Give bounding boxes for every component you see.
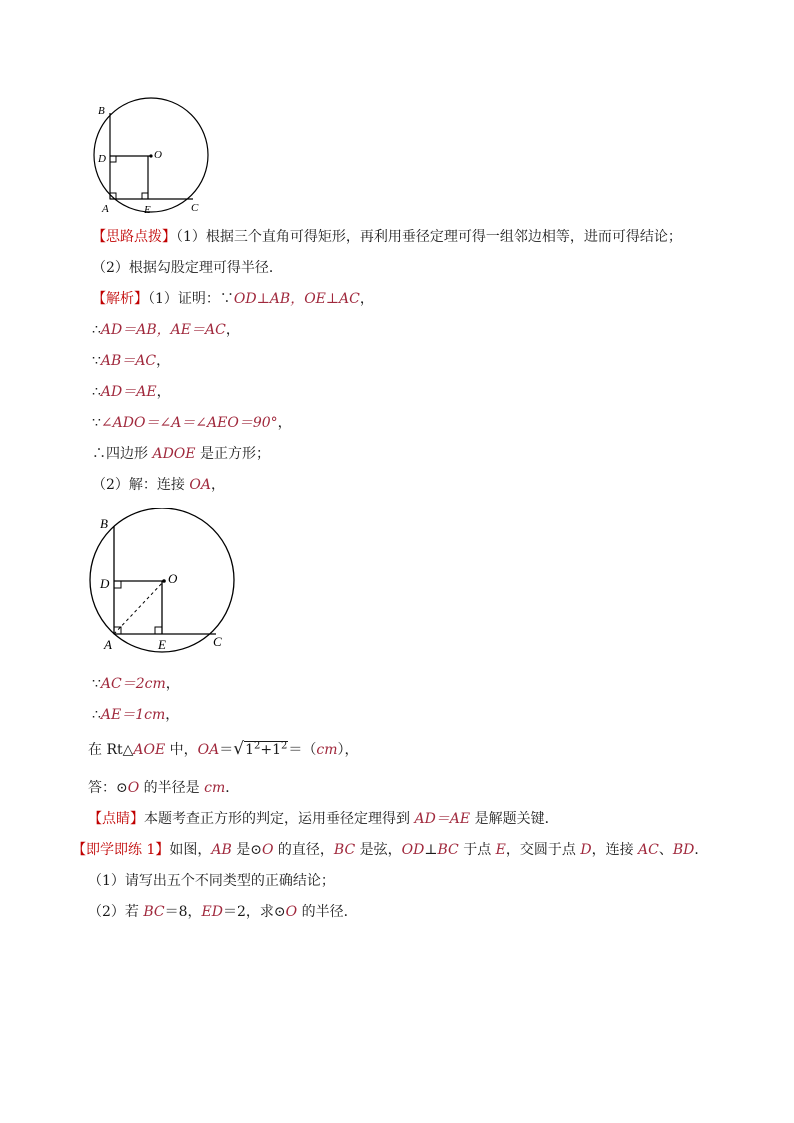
q2-t3: 的半径． <box>297 904 358 920</box>
s9-sym: ∴ <box>92 707 101 723</box>
ex-m5: BC <box>437 842 459 858</box>
s5-math: ∠ADO＝∠A＝∠AEO＝90° <box>100 415 278 431</box>
label-e: E <box>158 637 166 652</box>
exercise-line <box>72 841 708 859</box>
ex-t5: ⊥ <box>424 842 438 858</box>
ex-m9: BD <box>672 842 695 858</box>
comment-math: AD＝AE <box>414 811 471 827</box>
label-a: A <box>104 637 112 652</box>
q2-pre: （2）若 <box>88 904 144 920</box>
s7-end: ， <box>210 477 225 493</box>
label-c: C <box>213 634 222 649</box>
answer-line <box>88 779 239 797</box>
ex-m2: O <box>261 842 274 858</box>
s10-eq: ＝ <box>219 742 234 758</box>
radicand-exp-2: 2 <box>281 740 288 752</box>
ex-t2: 是⊙ <box>231 842 262 858</box>
s5-sym: ∵ <box>92 415 101 431</box>
s10-oa: OA <box>197 742 220 758</box>
ex-t7: ，交圆于点 <box>505 842 581 858</box>
geometry-figure-1 <box>85 95 220 220</box>
q2-m2: ED <box>201 904 223 920</box>
s2-math: AD＝AB，AE＝AC <box>100 322 226 338</box>
hint-line-1 <box>92 228 682 246</box>
solution-line-7 <box>92 476 225 494</box>
q2-t2: ＝2，求⊙ <box>223 904 286 920</box>
s10-tri: AOE <box>133 742 166 758</box>
s10-close: ）， <box>337 742 359 758</box>
s10-after: ＝（ <box>288 742 317 758</box>
s1-math: OD⊥AB，OE⊥AC <box>233 291 360 307</box>
radicand-base-1: 1 <box>245 742 255 758</box>
exercise-question-1 <box>88 872 335 890</box>
solution-line-5 <box>92 414 292 432</box>
q2-m1: BC <box>143 904 165 920</box>
ex-t1: 如图， <box>169 842 212 858</box>
ex-m8: AC <box>638 842 659 858</box>
right-angle-d <box>114 581 121 588</box>
ans-o: O <box>127 780 140 796</box>
s10-pre: 在 Rt△ <box>88 742 134 758</box>
hint-text-2: （2）根据勾股定理可得半径． <box>92 260 283 276</box>
segment-oa-dashed <box>114 581 164 634</box>
ans-end: ． <box>225 780 240 796</box>
ex-m6: E <box>495 842 506 858</box>
s2-sym: ∴ <box>92 322 101 338</box>
hint-tag: 【思路点拨】 <box>92 229 176 245</box>
s7-text: （2）解：连接 <box>92 477 190 493</box>
label-o: O <box>168 571 178 586</box>
q2-m3: O <box>285 904 298 920</box>
hint-line-2 <box>92 259 283 277</box>
ex-m4: OD <box>401 842 425 858</box>
s2-end: ， <box>225 322 240 338</box>
comment-tag: 【点睛】 <box>88 811 144 827</box>
ex-t6: 于点 <box>458 842 496 858</box>
solution-line-4 <box>92 383 171 401</box>
ans-pre: 答：⊙ <box>88 780 128 796</box>
label-a: A <box>102 203 109 215</box>
radical-sign: √ <box>233 739 245 759</box>
q2-t1: ＝8， <box>164 904 202 920</box>
s6-post: 是正方形； <box>195 446 270 462</box>
ex-m7: D <box>580 842 592 858</box>
s6-math: ADOE <box>152 446 196 462</box>
solution-line-10 <box>88 740 359 759</box>
s8-sym: ∵ <box>92 676 101 692</box>
s5-end: ， <box>277 415 292 431</box>
label-d: D <box>100 576 110 591</box>
label-b: B <box>100 516 108 531</box>
label-o: O <box>154 149 162 161</box>
s4-end: ， <box>156 384 171 400</box>
solution-line-6 <box>92 445 270 463</box>
geometry-figure-2 <box>85 508 260 658</box>
right-angle-e <box>142 193 148 199</box>
comment-line <box>88 810 559 828</box>
s4-math: AD＝AE <box>100 384 157 400</box>
s8-end: ， <box>165 676 180 692</box>
sqrt-expression <box>233 740 288 759</box>
ex-t9: 、 <box>658 842 673 858</box>
comment-pre: 本题考查正方形的判定，运用垂径定理得到 <box>144 811 415 827</box>
s9-end: ， <box>165 707 180 723</box>
exercise-question-2 <box>88 903 358 921</box>
right-angle-e <box>155 627 162 634</box>
ex-t3: 的直径， <box>273 842 334 858</box>
solution-line-1 <box>92 290 374 308</box>
s7-math: OA <box>189 477 211 493</box>
s8-math: AC＝2cm <box>100 676 166 692</box>
s9-math: AE＝1cm <box>100 707 166 723</box>
s3-sym: ∵ <box>92 353 101 369</box>
label-d: D <box>98 153 106 165</box>
comment-post: 是解题关键． <box>470 811 559 827</box>
ex-t10: ． <box>694 842 709 858</box>
radicand-exp-1: 2 <box>254 740 261 752</box>
exercise-tag: 【即学即练 1】 <box>72 842 170 858</box>
solution-tag: 【解析】 <box>92 291 148 307</box>
s6-pre: ∴四边形 <box>92 446 153 462</box>
s3-math: AB＝AC <box>100 353 157 369</box>
label-e: E <box>144 204 151 216</box>
solution-line-3 <box>92 352 170 370</box>
s4-sym: ∴ <box>92 384 101 400</box>
radicand <box>244 741 288 758</box>
solution-line-2 <box>92 321 240 339</box>
solution-line-8 <box>92 675 180 693</box>
solution-line-9 <box>92 706 179 724</box>
q1-text: （1）请写出五个不同类型的正确结论； <box>88 873 335 889</box>
s3-end: ， <box>156 353 171 369</box>
center-point <box>162 579 166 583</box>
ans-unit: cm <box>204 780 226 796</box>
radicand-plus: +1 <box>260 742 282 758</box>
center-point <box>149 154 152 157</box>
s10-unit: cm <box>316 742 338 758</box>
ans-mid: 的半径是 <box>139 780 205 796</box>
ex-t4: 是弦， <box>355 842 402 858</box>
label-c: C <box>191 202 199 214</box>
label-b: B <box>98 105 105 117</box>
ex-t8: ，连接 <box>591 842 639 858</box>
right-angle-d <box>110 156 116 162</box>
ex-m1: AB <box>211 842 232 858</box>
s1-text: （1）证明：∵ <box>148 291 234 307</box>
s1-end: ， <box>359 291 374 307</box>
ex-m3: BC <box>333 842 356 858</box>
hint-text-1: （1）根据三个直角可得矩形，再利用垂径定理可得一组邻边相等，进而可得结论； <box>176 229 682 245</box>
s10-mid: 中， <box>165 742 198 758</box>
